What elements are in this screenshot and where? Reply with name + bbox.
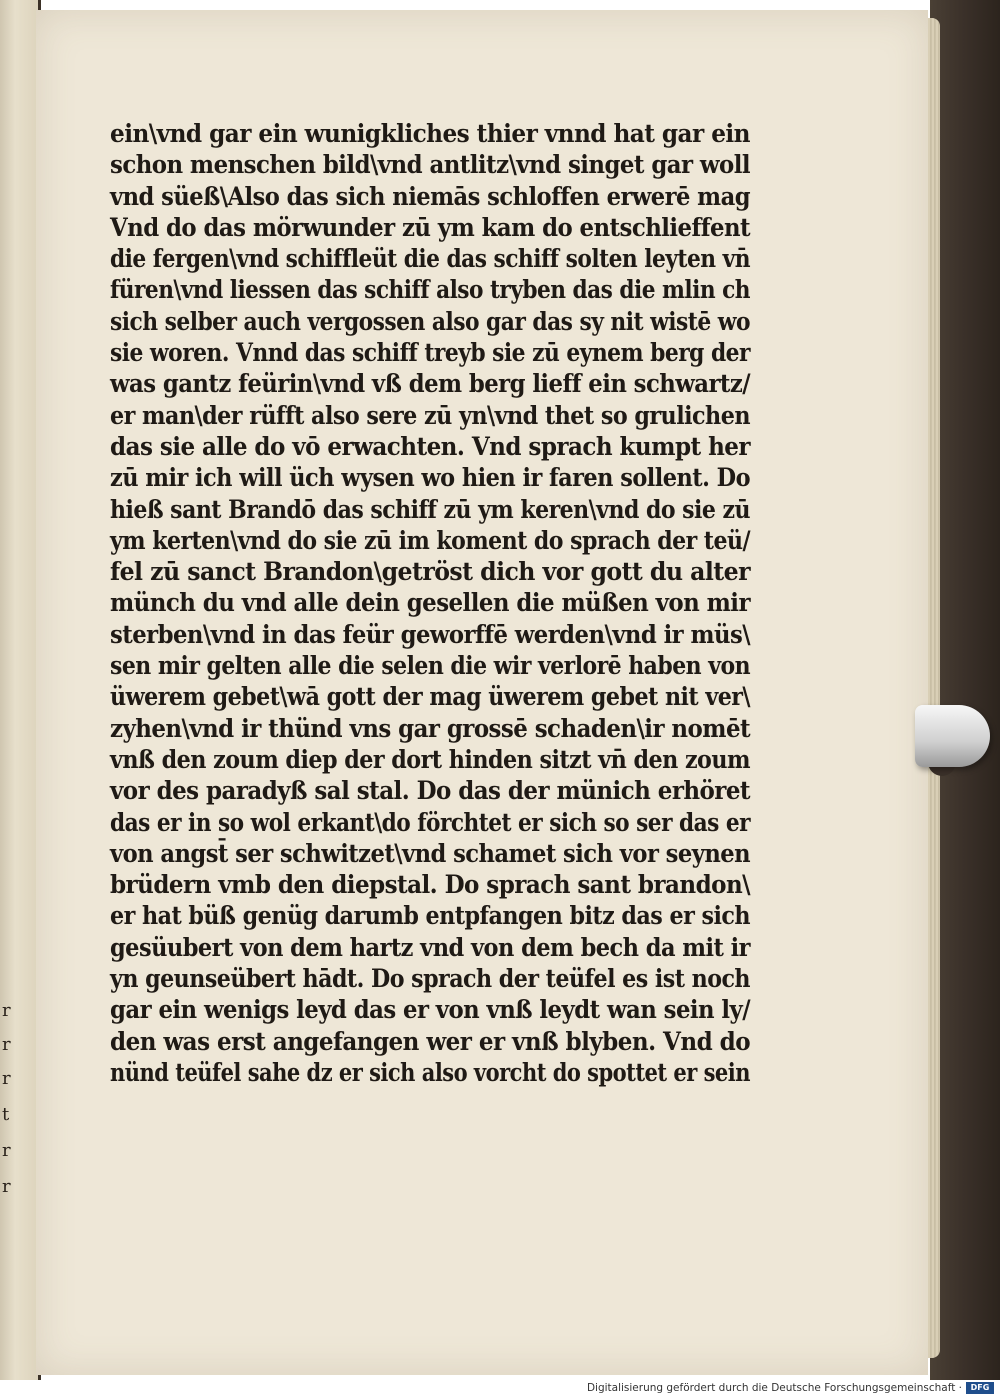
leaf-mark: r [2, 1140, 11, 1161]
text-line: gar ein wenigs leyd das er von vnß leydt wan sein ly/ [110, 995, 751, 1025]
text-line: ein\vnd gar ein wunigkliches thier vnnd hat gar ein [110, 119, 750, 148]
digitization-credit: Digitalisierung gefördert durch die Deutsche Forschungsgemeinschaft · [586, 1382, 962, 1394]
text-line: münch du vnd alle dein gesellen die müßen von mir [110, 588, 750, 618]
text-line: vor des paradyß sal stal. Do das der münich erhöret [110, 776, 751, 806]
text-line: das sie alle do vō erwachten. Vnd sprach kumpt her [110, 431, 751, 461]
text-line: sie woren. Vnnd das schiff treyb sie zū eynem berg der [110, 338, 751, 368]
text-line: füren\vnd liessen das schiff also tryben das die mlin ch [110, 275, 750, 305]
text-line: fel zū sanct Brandon\getröst dich vor gott du alter [110, 557, 750, 587]
text-line: brüdern vmb den diepstal. Do sprach sant brandon\ [110, 870, 751, 900]
previous-leaf-edge [0, 0, 41, 1380]
text-line: zyhen\vnd ir thünd vns gar grossē schaden\ir nomēt [110, 713, 751, 743]
text-line: das er in so wol erkant\do förchtet er sich so ser das er [110, 807, 750, 837]
leaf-mark: r [2, 1000, 11, 1021]
text-line: sen mir gelten alle die selen die wir verlorē haben von [110, 651, 751, 681]
leaf-mark: r [2, 1068, 11, 1089]
text-line: von angst̄ ser schwitzet\vnd schamet sich vor seynen [110, 838, 751, 868]
text-line: hieß sant Brandō das schiff zū ym keren\vnd do sie zū [110, 494, 750, 524]
text-line: vnd süeß\Also das sich niemās schloffen erwerē mag [110, 181, 750, 211]
text-line: sich selber auch vergossen also gar das sy nit wistē wo [110, 306, 750, 336]
book-cover [930, 0, 1000, 1380]
text-line: yn geunseübert hādt. Do sprach der teüfel es ist noch [110, 964, 751, 994]
leaf-mark: r [2, 1034, 11, 1055]
text-line: Vnd do das mörwunder zū ym kam do entschlieffent [110, 212, 751, 242]
text-line: schon menschen bild\vnd antlitz\vnd singet gar woll [110, 150, 751, 180]
text-line: sterben\vnd in das feür geworffē werden\vnd ir müs\ [110, 619, 751, 649]
dfg-logo: DFG [966, 1382, 994, 1394]
text-line: nünd teüfel sahe dz er sich also vorcht do spottet er sein [110, 1057, 750, 1087]
text-block [110, 118, 750, 1088]
page-clip [915, 705, 990, 767]
text-line: zū mir ich will üch wysen wo hien ir faren sollent. Do [110, 463, 751, 493]
text-line: den was erst angefangen wer er vnß blyben. Vnd do [110, 1026, 751, 1056]
text-line: er man\der rüfft also sere zū yn\vnd thet so grulichen [110, 400, 750, 430]
text-line: gesüubert von dem hartz vnd von dem bech da mit ir [110, 932, 750, 962]
text-line: was gantz feürin\vnd vß dem berg lieff ein schwartz/ [110, 369, 751, 399]
text-line: er hat büß genüg darumb entpfangen bitz das er sich [110, 901, 750, 931]
text-line: üwerem gebet\wā gott der mag üwerem gebet nit ver\ [110, 682, 751, 712]
text-line: vnß den zoum diep der dort hinden sitzt vn̄ den zoum [110, 744, 751, 774]
leaf-mark: t [2, 1104, 10, 1125]
leaf-mark: r [2, 1176, 11, 1197]
text-line: die fergen\vnd schiffleüt die das schiff solten leyten vn̄ [110, 244, 751, 274]
text-line: ym kerten\vnd do sie zū im koment do sprach der teü/ [110, 525, 750, 555]
